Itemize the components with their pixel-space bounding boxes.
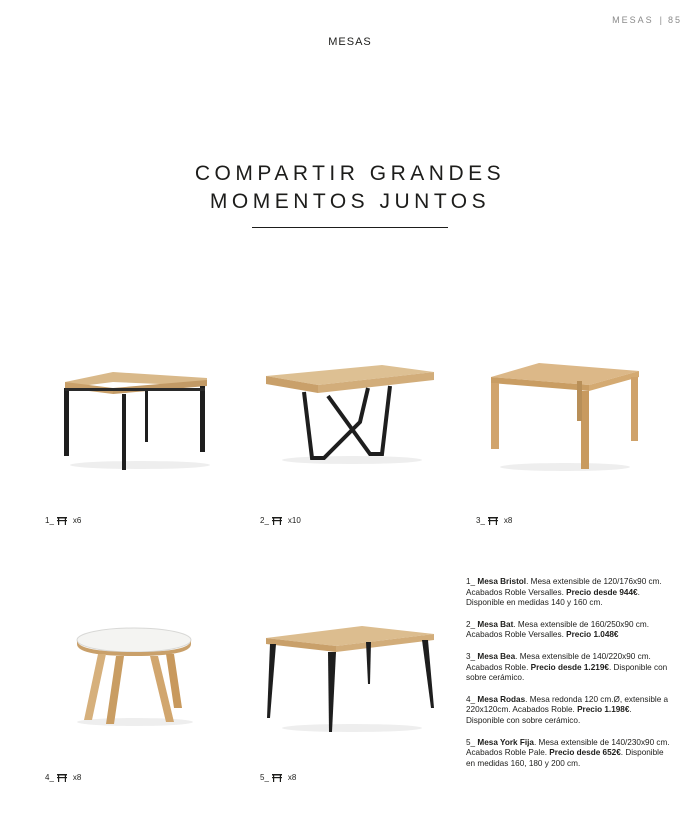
description-1 [466, 577, 671, 609]
product-image-2 [262, 360, 437, 470]
description-4 [466, 695, 671, 727]
description-2 [466, 620, 671, 641]
description-after: . Disponible en medidas 160, 180 y 200 cm. [466, 748, 664, 768]
headline-line-2: MOMENTOS JUNTOS [209, 190, 491, 213]
seat-count: x8 [72, 773, 82, 782]
description-after: . Disponible en medidas 140 y 160 cm. [466, 587, 640, 608]
product-name: Mesa York Fija [477, 737, 534, 747]
chair-icon [272, 774, 282, 782]
description-text: . Mesa extensible de 140/230x90 cm. Acabados Roble Pale. [466, 737, 670, 758]
page-headline [0, 160, 700, 216]
description-after: . Disponible con sobre cerámico. [466, 705, 632, 725]
chair-icon [488, 517, 498, 525]
description-3 [466, 652, 671, 684]
product-name: Mesa Bristol [477, 577, 527, 586]
product-caption-4 [45, 773, 81, 782]
headline-line-1: COMPARTIR GRANDES [194, 162, 506, 185]
page-number: 85 [667, 15, 682, 25]
product-image-4 [70, 620, 200, 730]
description-number: 1_ [466, 577, 476, 586]
product-image-3 [485, 355, 645, 475]
running-header [612, 15, 682, 25]
header-separator: | [659, 15, 662, 25]
product-price: Precio desde 944€ [566, 587, 638, 597]
running-section-label: MESAS [612, 15, 654, 25]
product-index: 4_ [45, 773, 54, 782]
seat-count: x10 [287, 516, 301, 525]
description-5 [466, 738, 671, 770]
product-name: Mesa Rodas [477, 694, 526, 704]
product-image-5 [262, 620, 437, 735]
description-text: . Mesa extensible de 140/220x90 cm. Acabados Roble. [466, 651, 651, 672]
description-number: 5_ [466, 737, 476, 747]
description-number: 3_ [466, 651, 476, 661]
product-index: 1_ [45, 516, 54, 525]
product-caption-1 [45, 516, 81, 525]
product-caption-5 [260, 773, 296, 782]
product-image-1 [55, 360, 215, 475]
product-caption-2 [260, 516, 301, 525]
description-number: 2_ [466, 619, 476, 629]
description-text: . Mesa extensible de 120/176x90 cm. Acabados Roble Versalles. [466, 577, 662, 597]
description-text: . Mesa redonda 120 cm.Ø, extensible a 220x120cm. Acabados Roble. [466, 694, 669, 715]
product-index: 3_ [476, 516, 485, 525]
seat-count: x8 [287, 773, 297, 782]
description-number: 4_ [466, 694, 476, 704]
chair-icon [272, 517, 282, 525]
chair-icon [57, 517, 67, 525]
product-price: Precio 1.048€ [566, 630, 619, 640]
product-name: Mesa Bea [477, 651, 516, 661]
product-caption-3 [476, 516, 512, 525]
seat-count: x8 [503, 516, 513, 525]
product-price: Precio desde 652€ [549, 748, 621, 758]
product-index: 5_ [260, 773, 269, 782]
product-name: Mesa Bat [477, 619, 514, 629]
headline-divider [252, 227, 448, 228]
product-index: 2_ [260, 516, 269, 525]
seat-count: x6 [72, 516, 82, 525]
description-text: . Mesa extensible de 160/250x90 cm. Acabados Roble Versalles. [466, 619, 649, 640]
product-price: Precio 1.198€ [577, 705, 630, 715]
product-descriptions [466, 577, 671, 780]
section-title: MESAS [328, 36, 372, 48]
product-price: Precio desde 1.219€ [530, 662, 609, 672]
description-after: . Disponible con sobre cerámico. [466, 662, 668, 683]
chair-icon [57, 774, 67, 782]
